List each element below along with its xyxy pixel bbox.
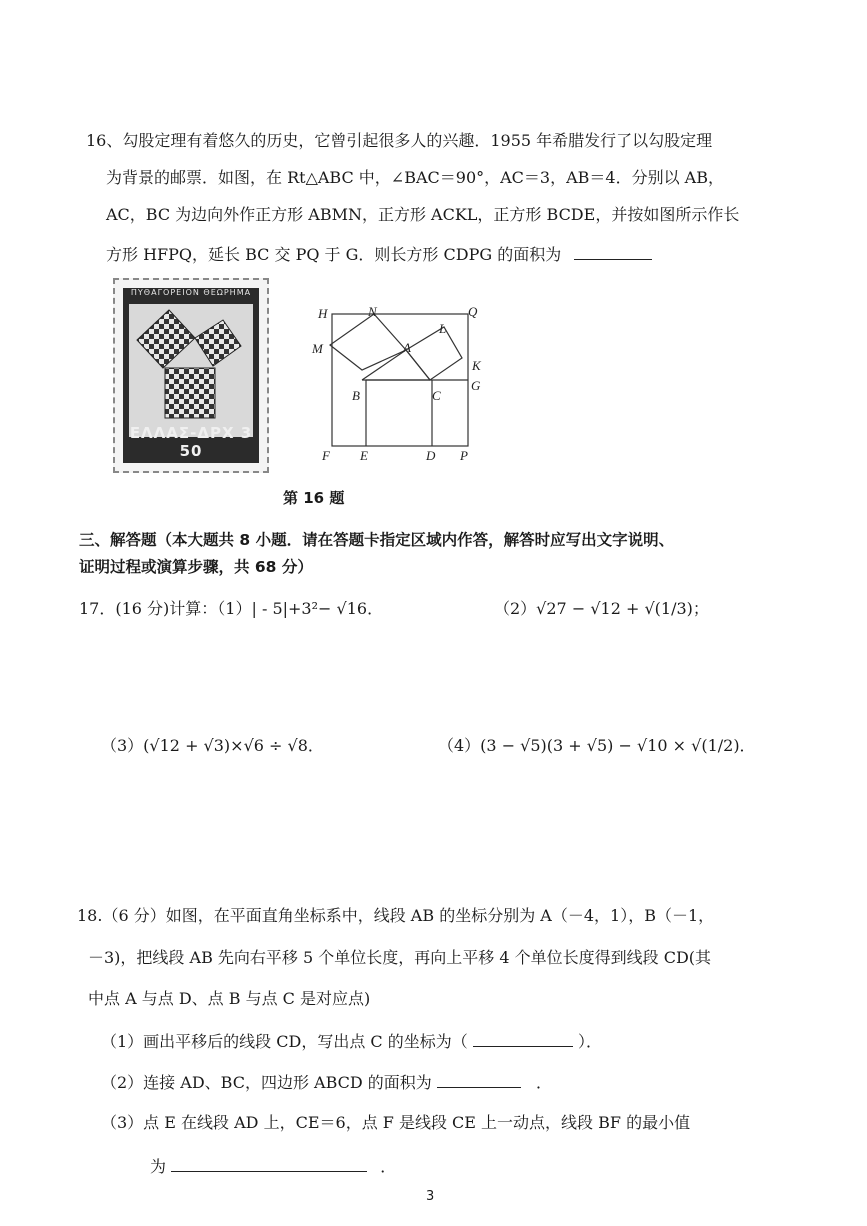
q18-sub1-end: ）． xyxy=(577,1032,602,1051)
label-Q: Q xyxy=(468,304,478,319)
label-H: H xyxy=(318,306,328,321)
label-N: N xyxy=(368,304,377,319)
q16-answer-blank[interactable] xyxy=(574,243,652,260)
stamp-bottom-text: ΕΛΛΑΣ-ΔΡΧ 3 50 xyxy=(129,424,253,460)
q16-line1: 16、勾股定理有着悠久的历史，它曾引起很多人的兴趣．1955 年希腊发行了以勾股定理 xyxy=(86,131,713,150)
q18-point-c-blank[interactable] xyxy=(473,1030,573,1047)
stamp-frame xyxy=(123,288,259,463)
q17-part3: （3）(√12 + √3)×√6 ÷ √8． xyxy=(101,736,324,755)
label-K: K xyxy=(472,358,481,373)
q18-line3: 中点 A 与点 D、点 B 与点 C 是对应点) xyxy=(88,989,371,1008)
q18-min-bf-blank[interactable] xyxy=(171,1155,367,1172)
q18-sub2-text: （2）连接 AD、BC，四边形 ABCD 的面积为 xyxy=(101,1073,432,1092)
q18-line2: －3)，把线段 AB 先向右平移 5 个单位长度，再向上平移 4 个单位长度得到线段 CD(其 xyxy=(88,948,712,967)
label-A: A xyxy=(403,340,411,355)
q18-sub3: （3）点 E 在线段 AD 上，CE＝6，点 F 是线段 CE 上一动点，线段 BF 的最小值 xyxy=(101,1113,691,1132)
figure-caption: 第 16 题 xyxy=(283,489,345,507)
q17-part1: （1）| - 5|+3²− √16． xyxy=(217,599,384,618)
q18-sub2-end: ． xyxy=(536,1073,553,1092)
q18-sub3b-end: ． xyxy=(380,1157,397,1176)
q18-sub3b-text: 为 xyxy=(150,1157,167,1176)
label-E: E xyxy=(360,448,368,463)
pythagoras-diagram xyxy=(308,300,498,465)
label-C: C xyxy=(432,388,441,403)
square-ABMN xyxy=(330,314,406,370)
q18-sub1-text: （1）画出平移后的线段 CD，写出点 C 的坐标为（ xyxy=(101,1032,468,1051)
label-M: M xyxy=(312,341,323,356)
q16-line3: AC，BC 为边向外作正方形 ABMN，正方形 ACKL，正方形 BCDE，并按如图所示作长 xyxy=(106,205,740,224)
label-B: B xyxy=(352,388,360,403)
q18-sub2 xyxy=(101,1071,552,1094)
q16-line4 xyxy=(106,243,652,266)
square-ACKL xyxy=(406,327,462,380)
q17-prefix: 17．(16 分)计算： xyxy=(79,599,218,618)
section3-heading-line1: 三、解答题（本大题共 8 小题．请在答题卡指定区域内作答，解答时应写出文字说明、 xyxy=(79,531,675,549)
stamp-panel xyxy=(129,304,253,437)
q18-line1: 18.（6 分）如图，在平面直角坐标系中，线段 AB 的坐标分别为 A（－4，1），B（－1， xyxy=(77,906,715,925)
q16-line2: 为背景的邮票．如图，在 Rt△ABC 中，∠BAC＝90°，AC＝3，AB＝4．分别以 AB， xyxy=(106,168,724,187)
q17-line xyxy=(79,598,383,620)
page-number: 3 xyxy=(426,1189,435,1204)
label-G: G xyxy=(471,378,481,393)
q18-area-blank[interactable] xyxy=(437,1071,521,1088)
q18-sub3b xyxy=(150,1155,396,1178)
pythagoras-stamp-image xyxy=(113,278,269,473)
label-D: D xyxy=(426,448,436,463)
q18-sub1 xyxy=(101,1030,602,1053)
stamp-checker-graphic xyxy=(129,304,257,437)
geometry-figure xyxy=(308,300,498,469)
section3-heading-line2: 证明过程或演算步骤，共 68 分） xyxy=(79,558,313,576)
q17-part2: （2）√27 − √12 + √(1/3)； xyxy=(494,599,709,618)
q16-line4-text: 方形 HFPQ，延长 BC 交 PQ 于 G．则长方形 CDPG 的面积为 xyxy=(106,245,562,264)
q17-part4: （4）(3 − √5)(3 + √5) − √10 × √(1/2)． xyxy=(438,736,756,755)
stamp-top-text: ΠΥΘΑΓΟΡΕΙΟΝ ΘΕΩΡΗΜΑ xyxy=(130,288,252,297)
label-L: L xyxy=(439,321,447,336)
label-F: F xyxy=(322,448,330,463)
label-P: P xyxy=(460,448,468,463)
